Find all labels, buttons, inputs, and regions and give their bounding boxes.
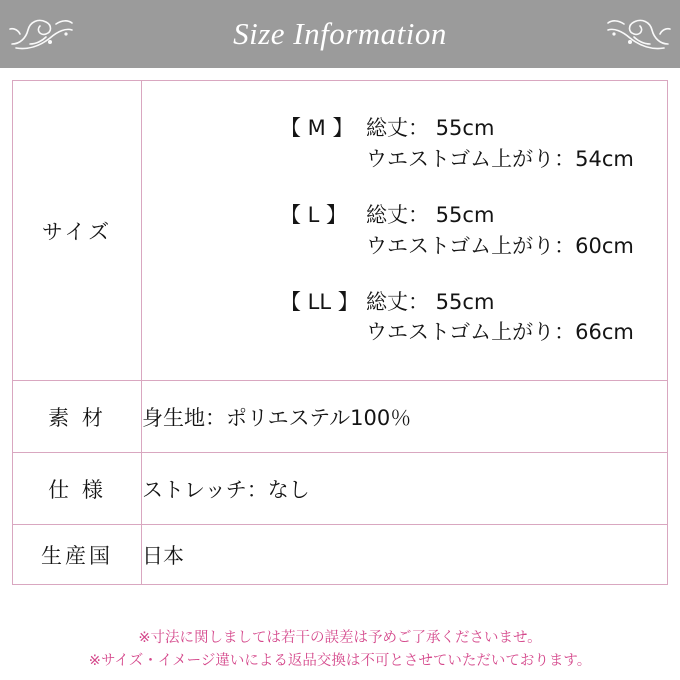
size-table xyxy=(12,80,668,585)
size-entry-line xyxy=(280,231,667,261)
disclaimer-notes xyxy=(0,627,680,672)
size-tag: 【 L 】 xyxy=(280,203,348,228)
page-title: Size Information xyxy=(233,16,447,51)
row-value-size xyxy=(142,81,668,381)
size-measure: 総丈： 55cm xyxy=(366,289,495,314)
size-entry-line xyxy=(280,113,667,143)
size-measure: 総丈： 55cm xyxy=(366,116,495,141)
size-measure: ウエストゴム上がり：54cm xyxy=(366,146,634,171)
note-line: ※サイズ・イメージ違いによる返品交換は不可とさせていただいております。 xyxy=(88,652,592,669)
size-tag: 【 LL 】 xyxy=(280,289,359,314)
header-banner xyxy=(0,0,680,68)
table-row xyxy=(13,525,668,585)
size-measure: ウエストゴム上がり：66cm xyxy=(366,320,634,345)
flourish-ornament-icon xyxy=(604,10,674,58)
row-label-spec: 仕 様 xyxy=(13,453,142,525)
size-entry xyxy=(142,200,667,261)
size-table-wrapper xyxy=(12,80,668,585)
size-measure: ウエストゴム上がり：60cm xyxy=(366,233,634,258)
note-line: ※寸法に関しましては若干の誤差は予めご了承くださいませ。 xyxy=(138,630,542,647)
size-entry xyxy=(142,113,667,174)
row-label-country: 生産国 xyxy=(13,525,142,585)
row-label-material: 素 材 xyxy=(13,381,142,453)
table-row xyxy=(13,81,668,381)
row-value-country: 日本 xyxy=(142,525,668,585)
flourish-ornament-icon xyxy=(6,10,76,58)
size-entry-line xyxy=(280,200,667,230)
table-row xyxy=(13,381,668,453)
size-entry-line xyxy=(280,287,667,317)
row-label-size: サイズ xyxy=(13,81,142,381)
size-tag: 【 M 】 xyxy=(280,116,354,141)
row-value-spec: ストレッチ：なし xyxy=(142,453,668,525)
size-entry-line xyxy=(280,144,667,174)
size-entry-line xyxy=(280,317,667,347)
table-row xyxy=(13,453,668,525)
row-value-material: 身生地：ポリエステル100％ xyxy=(142,381,668,453)
size-entry xyxy=(142,287,667,348)
size-measure: 総丈： 55cm xyxy=(366,203,495,228)
